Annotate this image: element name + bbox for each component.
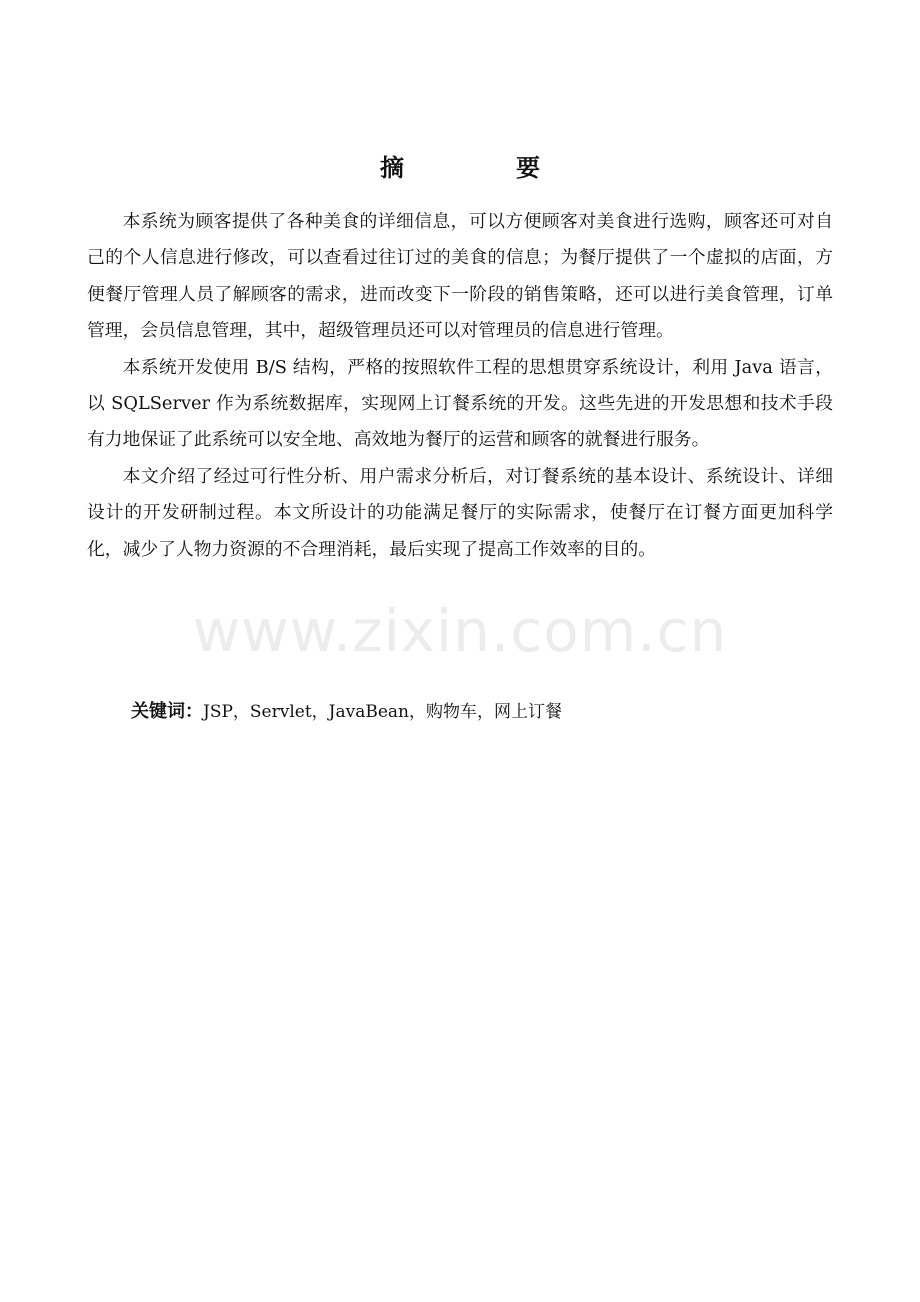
keywords-values: JSP，Servlet，JavaBean，购物车，网上订餐 [203,702,562,722]
abstract-body [87,204,833,568]
abstract-title: 摘 要 [380,154,584,182]
keywords-label: 关键词： [131,701,203,722]
abstract-paragraph-1: 本系统为顾客提供了各种美食的详细信息，可以方便顾客对美食进行选购，顾客还可对自己的个人信息进行修改，可以查看过往订过的美食的信息；为餐厅提供了一个虚拟的店面，方便餐厅管理人员了解顾客的需求，进而改变下一阶段的销售策略，还可以进行美食管理，订单管理，会员信息管理，其中，超级管理员还可以对管理员的信息进行管理。 [87,211,833,342]
abstract-paragraph-2: 本系统开发使用 B/S 结构，严格的按照软件工程的思想贯穿系统设计，利用 Java 语言，以 SQLServer 作为系统数据库，实现网上订餐系统的开发。这些先进的开发思想和技术手段有力地保证了此系统可以安全地、高效地为餐厅的运营和顾客的就餐进行服务。 [87,356,833,451]
keywords-line [131,696,831,728]
abstract-paragraph-3: 本文介绍了经过可行性分析、用户需求分析后，对订餐系统的基本设计、系统设计、详细设计的开发研制过程。本文所设计的功能满足餐厅的实际需求，使餐厅在订餐方面更加科学化，减少了人物力资源的不合理消耗，最后实现了提高工作效率的目的。 [87,465,833,560]
watermark: www.zixin.com.cn [192,597,728,665]
